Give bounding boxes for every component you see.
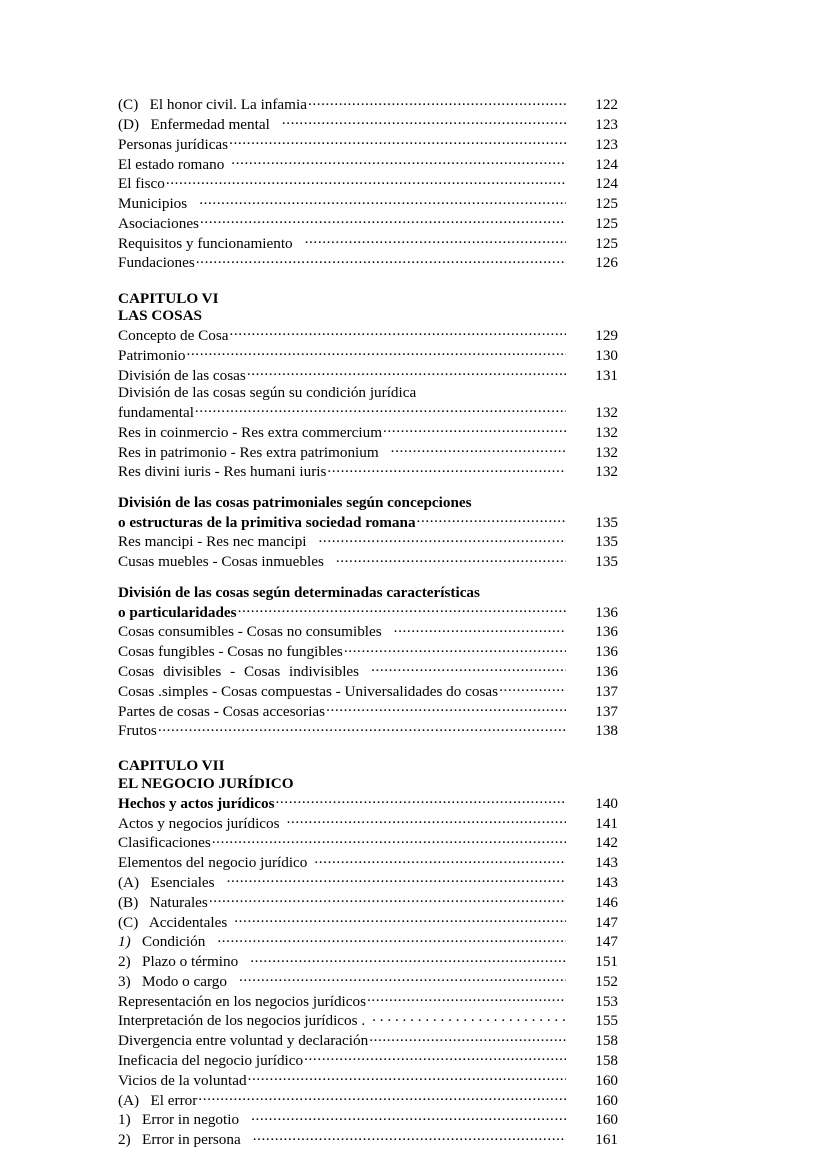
toc-entry[interactable] [118,531,618,551]
toc-entry[interactable] [118,94,618,114]
toc-entry-label: Actos y negocios jurídicos [118,814,280,832]
toc-page-number: 160 [595,1111,618,1129]
toc-page-number: 155 [595,1012,618,1030]
toc-entry-title [118,993,366,1011]
dot-leader [394,621,566,636]
dot-leader [212,832,566,847]
toc-entry-prefix: (A) [118,873,140,891]
toc-entry[interactable] [118,193,618,213]
dot-leader [282,114,566,129]
toc-entry[interactable] [118,951,618,971]
dot-leader [305,232,566,247]
dot-leader [239,971,566,986]
dot-leader [383,422,566,437]
toc-entry-label: Condición [142,933,206,951]
toc-entry-label: Error in persona [142,1131,241,1149]
dot-leader [247,364,566,379]
toc-entry-label: Res in patrimonio - Res extra patrimonium [118,443,379,461]
toc-entry-title-line: División de las cosas patrimoniales según concepciones [118,493,472,511]
toc-page-number: 123 [595,135,618,153]
toc-entry[interactable] [118,1129,618,1149]
toc-page-number: 158 [595,1032,618,1050]
toc-entry[interactable] [118,661,618,681]
chapter-number-heading: CAPITULO VII [118,757,225,775]
toc-entry[interactable] [118,364,618,384]
toc-entry-label: Naturales [149,893,208,911]
toc-entry[interactable] [118,441,618,461]
toc-entry-title [118,195,187,213]
toc-entry-title [118,894,208,912]
toc-entry-title [118,463,326,481]
toc-entry-title [118,663,359,681]
dot-leader [417,511,566,526]
toc-entry-title [118,514,416,532]
toc-entry[interactable] [118,641,618,661]
toc-entry-prefix: 1) [118,933,131,951]
toc-entry[interactable] [118,1030,618,1050]
toc-entry-label: Cosas consumibles - Cosas no consumibles [118,623,382,641]
dot-leader [336,551,566,566]
toc-entry-label: Representación en los negocios jurídicos [118,992,366,1010]
dot-leader [499,681,566,696]
toc-entry-prefix: (B) [118,893,139,911]
toc-entry-prefix: (A) [118,1091,140,1109]
toc-page-number: 153 [595,992,618,1010]
toc-entry-label: Concepto de Cosa [118,327,229,344]
toc-entry[interactable] [118,621,618,641]
dot-leader [344,641,566,656]
toc-page-number: 122 [595,96,618,114]
toc-entry-prefix: (D) [118,115,140,133]
dot-leader [369,1030,566,1045]
toc-entry[interactable] [118,852,618,872]
dot-leader [308,94,566,109]
toc-entry[interactable] [118,114,618,134]
dot-leader [196,252,566,267]
toc-entry[interactable] [118,252,618,272]
dot-leader [304,1050,566,1065]
toc-entry-label: El fisco [118,175,165,193]
toc-entry-label: o estructuras de la primitiva sociedad romana [118,513,416,531]
toc-entry[interactable] [118,832,618,852]
chapter-title-heading: EL NEGOCIO JURÍDICO [118,775,294,793]
toc-entry-label: Esenciales [150,873,215,891]
toc-entry-title [118,444,379,462]
dot-leader [209,892,566,907]
toc-entry-label: Accidentales [148,913,228,931]
toc-entry[interactable] [118,345,618,365]
toc-page-number: 138 [595,722,618,740]
dot-leader [276,793,566,808]
toc-entry-prefix: 3) [118,972,131,990]
toc-entry[interactable] [118,990,618,1010]
toc-entry[interactable] [118,134,618,154]
toc-entry-title [118,347,186,365]
toc-entry[interactable] [118,793,618,813]
toc-page-number: 146 [595,893,618,911]
toc-entry-prefix: 2) [118,1131,131,1149]
toc-entry-prefix: (C) [118,96,139,114]
toc-entry-title [118,1012,365,1030]
toc-entry-title [118,933,205,951]
toc-page-number: 161 [595,1131,618,1149]
dot-leader [230,325,566,340]
toc-page-number: 126 [595,254,618,272]
toc-page-number: 137 [595,682,618,700]
toc-entry-label: Cosas .simples - Cosas compuestas - Universalidades do cosas [118,682,499,700]
toc-entry-title-line: División de las cosas según su condición jurídica [118,384,417,402]
dot-leader [372,1010,566,1025]
toc-page-number: 143 [595,873,618,891]
toc-page-number: 131 [595,366,618,384]
dot-leader [199,193,566,208]
toc-entry-title [118,533,307,551]
toc-entry[interactable] [118,173,618,193]
toc-entry-prefix: (C) [118,913,139,931]
toc-entry-title [118,914,227,932]
toc-entry[interactable] [118,1089,618,1109]
toc-entry-title [118,96,307,114]
toc-entry-label: Patrimonio [118,346,186,364]
toc-entry-label: El error [150,1091,198,1109]
toc-entry[interactable] [118,402,618,422]
dot-leader [158,720,566,735]
toc-entry[interactable] [118,720,618,740]
toc-entry-label: El estado romano [118,155,225,173]
toc-page-number: 160 [595,1091,618,1109]
toc-entry-title [118,953,238,971]
toc-page-number: 147 [595,913,618,931]
toc-entry[interactable] [118,931,618,951]
toc-page-number: 140 [595,794,618,812]
toc-page-number: 136 [595,643,618,661]
dot-leader [251,1109,566,1124]
dot-leader [227,872,566,887]
toc-entry-label: Cusas muebles - Cosas inmuebles [118,553,324,571]
dot-leader [198,1089,566,1104]
toc-entry-label: Hechos y actos jurídicos [118,794,275,812]
toc-page-number: 125 [595,195,618,213]
toc-entry[interactable] [118,461,618,481]
toc-entry-title [118,643,343,661]
toc-page-number: 135 [595,553,618,571]
dot-leader [195,402,566,417]
toc-entry[interactable] [118,153,618,173]
chapter-title-heading: LAS COSAS [118,307,202,325]
dot-leader [229,134,566,149]
dot-leader [231,153,566,168]
toc-entry-label: Enfermedad mental [150,115,270,133]
toc-entry-label: Res in coinmercio - Res extra commercium [118,423,383,441]
toc-entry-label: o particularidades [118,603,237,621]
toc-page-number: 136 [595,662,618,680]
toc-entry-title [118,1111,239,1129]
chapter-number-heading: CAPITULO VI [118,289,219,307]
toc-entry-title [118,623,382,641]
toc-page-number: 125 [595,234,618,252]
toc-entry-label: Elementos del negocio jurídico [118,854,308,872]
toc-entry[interactable] [118,971,618,991]
toc-entry[interactable] [118,892,618,912]
toc-entry[interactable] [118,872,618,892]
toc-entry-label: Res divini iuris - Res humani iuris [118,463,327,481]
toc-entry[interactable] [118,511,618,531]
toc-entry[interactable] [118,551,618,571]
toc-entry-title [118,854,307,872]
dot-leader [319,531,566,546]
toc-page-number: 141 [595,814,618,832]
toc-entry-label: Frutos [118,722,157,740]
toc-entry-label: El honor civil. La infamia [149,96,307,114]
toc-page-number: 132 [595,463,618,481]
toc-entry-title [118,424,382,442]
toc-entry[interactable] [118,1010,618,1030]
section-spacer [118,272,618,290]
toc-page-number: 158 [595,1052,618,1069]
toc-entry[interactable] [118,1070,618,1090]
dot-leader [371,661,566,676]
toc-entry-title [118,156,224,174]
toc-entry-label: Ineficacia del negocio jurídico [118,1052,304,1069]
toc-entry-title [118,795,275,813]
toc-entry-title [118,116,270,134]
dot-leader [253,1129,566,1144]
dot-leader [200,213,566,228]
dot-leader [391,441,566,456]
toc-entry-label: Requisitos y funcionamiento [118,234,293,252]
toc-entry-title [118,815,280,833]
toc-page-number: 136 [595,623,618,641]
toc-entry[interactable] [118,213,618,233]
toc-page-number: 136 [595,603,618,621]
toc-entry-label: Personas jurídicas [118,135,229,153]
toc-entry-label: División de las cosas [118,366,246,384]
toc-entry-label: Clasificaciones [118,834,211,852]
dot-leader [250,951,566,966]
toc-entry-title [118,215,199,233]
toc-entry-title [118,604,237,622]
toc-page-number: 129 [595,327,618,344]
toc-page-number: 132 [595,423,618,441]
toc-entry-label: fundamental [118,403,194,421]
toc-entry-title [118,235,293,253]
toc-entry[interactable] [118,700,618,720]
toc-entry-title [118,1072,247,1090]
toc-page-number: 123 [595,115,618,133]
toc-page-number: 135 [595,533,618,551]
toc-page-number: 147 [595,933,618,951]
section-spacer [118,481,618,494]
toc-entry-title [118,254,195,272]
dot-leader [326,700,566,715]
toc-entry-title [118,874,215,892]
toc-page-number: 143 [595,854,618,872]
toc-entry-title [118,553,324,571]
toc-entry-label: Divergencia entre voluntad y declaración [118,1032,369,1050]
toc-entry[interactable] [118,232,618,252]
toc-entry[interactable] [118,812,618,832]
toc-entry-label: Modo o cargo [142,972,227,990]
toc-entry[interactable] [118,1109,618,1129]
toc-page-number: 135 [595,513,618,531]
toc-entry-label: Error in negotio [142,1111,240,1129]
toc-page-number: 151 [595,953,618,971]
dot-leader [327,461,566,476]
toc-page-number: 142 [595,834,618,852]
dot-leader [367,990,566,1005]
toc-page-number: 125 [595,214,618,232]
toc-page-number: 130 [595,346,618,364]
toc-entry-title [118,683,498,701]
toc-entry-title [118,703,325,721]
dot-leader [248,1070,566,1085]
toc-entry-prefix: 1) [118,1111,131,1129]
toc-entry-label: Res mancipi - Res nec mancipi [118,533,307,551]
toc-entry-title [118,136,228,154]
toc-entry-title [118,404,194,422]
toc-entry-label: Partes de cosas - Cosas accesorias [118,702,326,720]
toc-entry-title [118,1131,241,1149]
toc-entry-label: Fundaciones [118,254,195,272]
toc-entry-label: Asociaciones [118,214,199,232]
toc-page-number: 152 [595,972,618,990]
toc-entry-title-line: División de las cosas según determinadas características [118,583,480,601]
toc-page-number: 124 [595,175,618,193]
toc-page-number: 160 [595,1071,618,1089]
toc-entry-title [118,722,157,740]
toc-entry[interactable] [118,681,618,701]
toc-entry[interactable] [118,325,618,345]
toc-entry-title [118,1052,303,1070]
toc-entry-title [118,1032,368,1050]
toc-entry[interactable] [118,1050,618,1070]
toc-entry-label: Plazo o término [142,953,239,971]
toc-entry[interactable] [118,911,618,931]
dot-leader [234,911,566,926]
toc-entry-title [118,1092,197,1110]
dot-leader [166,173,566,188]
toc-entry-label: Vicios de la voluntad [118,1071,247,1089]
toc-entry[interactable] [118,422,618,442]
dot-leader [217,931,566,946]
toc-entry-title [118,327,229,345]
section-spacer [118,571,618,584]
toc-entry-title [118,973,227,991]
toc-entry-title [118,834,211,852]
toc-page-number: 137 [595,702,618,720]
toc-entry-label: Municipios [118,195,188,213]
dot-leader [187,345,567,360]
toc-entry-label: Interpretación de los negocios jurídicos . [118,1012,366,1030]
table-of-contents [118,94,618,1149]
toc-entry-title [118,367,246,385]
toc-entry-prefix: 2) [118,953,131,971]
dot-leader [314,852,566,867]
toc-entry-label: Cosas fungibles - Cosas no fungibles [118,643,343,661]
toc-page-number: 124 [595,155,618,173]
section-spacer [118,740,618,758]
toc-page-number: 132 [595,403,618,421]
dot-leader [287,812,566,827]
toc-entry[interactable] [118,601,618,621]
toc-entry-title [118,175,165,193]
toc-entry-label: Cosas divisibles - Cosas indivisibles [118,662,360,680]
dot-leader [238,601,566,616]
toc-page-number: 132 [595,443,618,461]
